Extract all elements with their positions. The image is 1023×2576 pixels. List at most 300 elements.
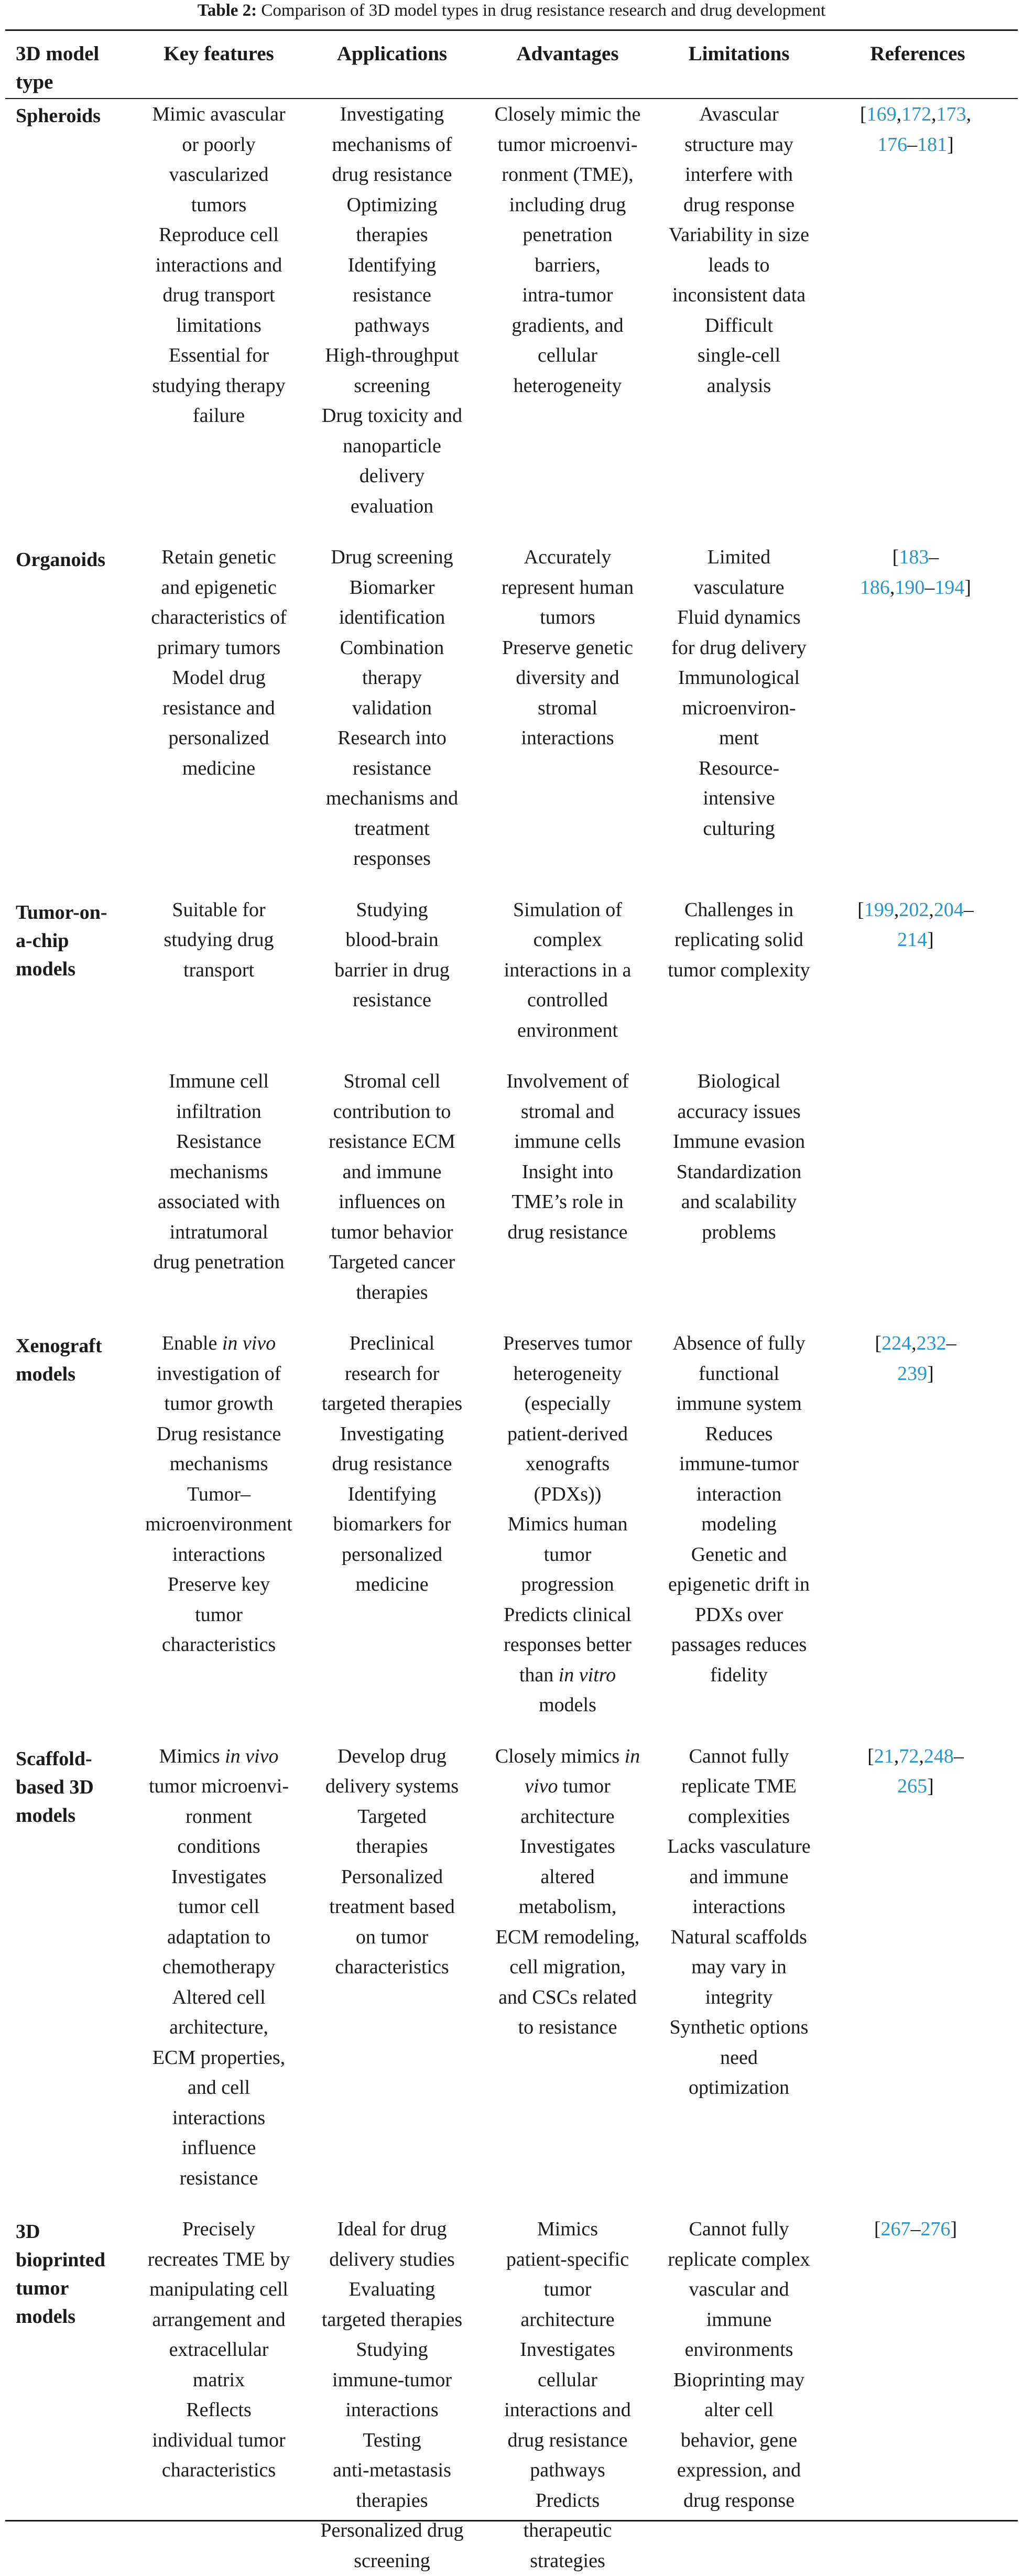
cell-line: tumors bbox=[132, 190, 306, 221]
reference-punct: – bbox=[924, 577, 934, 599]
cell-line: responses better bbox=[478, 1630, 657, 1660]
reference-link[interactable]: 214 bbox=[897, 929, 927, 951]
cell-line: Mimics bbox=[478, 2214, 657, 2245]
cell-line: Essential for bbox=[132, 341, 306, 371]
cell-line: Spheroids bbox=[16, 102, 125, 130]
cell-line: mechanisms and bbox=[312, 784, 472, 814]
cell-line: Absence of fully bbox=[663, 1329, 814, 1359]
cell-line: than in vitro bbox=[478, 1660, 657, 1691]
cell-line: therapies bbox=[312, 1278, 472, 1308]
advantages-cell bbox=[475, 1046, 660, 1308]
cell-line: to resistance bbox=[478, 2013, 657, 2043]
header-limitations: Limitations bbox=[660, 32, 818, 96]
cell-line: replicate complex bbox=[663, 2245, 814, 2275]
cell-line: and CSCs related bbox=[478, 1983, 657, 2013]
cell-line: Investigating bbox=[312, 1419, 472, 1450]
cell-line: Altered cell bbox=[132, 1983, 306, 2013]
cell-line: models bbox=[16, 2302, 125, 2331]
cell-line: Enable in vivo bbox=[132, 1329, 306, 1359]
cell-line: Scaffold- bbox=[16, 1745, 125, 1773]
reference-punct: , bbox=[894, 1745, 899, 1767]
cell-line: microenviron- bbox=[663, 693, 814, 724]
cell-line: models bbox=[478, 1690, 657, 1721]
cell-line: Predicts clinical bbox=[478, 1600, 657, 1631]
reference-punct: , bbox=[966, 103, 972, 125]
table-row bbox=[5, 1308, 1018, 1721]
cell-line: nanoparticle bbox=[312, 431, 472, 462]
cell-line: Immune evasion bbox=[663, 1127, 814, 1157]
table-row bbox=[5, 96, 1018, 521]
cell-line: Combination bbox=[312, 633, 472, 664]
header-applications: Applications bbox=[309, 32, 475, 96]
reference-link[interactable]: 183 bbox=[899, 546, 929, 568]
cell-line: Optimizing bbox=[312, 190, 472, 221]
cell-line: characteristics bbox=[312, 1952, 472, 1983]
cell-line: Investigates bbox=[478, 1832, 657, 1862]
cell-line: tumor complexity bbox=[663, 955, 814, 986]
reference-link[interactable]: 181 bbox=[917, 134, 947, 156]
cell-line: Organoids bbox=[16, 546, 125, 574]
cell-line: Standardization bbox=[663, 1157, 814, 1188]
cell-line: medicine bbox=[132, 754, 306, 784]
cell-line: modeling bbox=[663, 1509, 814, 1540]
cell-line: research for bbox=[312, 1359, 472, 1389]
cell-line: Studying bbox=[312, 895, 472, 926]
limitations-cell bbox=[660, 521, 818, 874]
header-references: References bbox=[818, 32, 1018, 96]
reference-punct: – bbox=[929, 546, 939, 568]
cell-line: architecture bbox=[478, 2305, 657, 2335]
cell-line: Develop drug bbox=[312, 1742, 472, 1772]
cell-line: Mimics human bbox=[478, 1509, 657, 1540]
reference-link[interactable]: 173 bbox=[937, 103, 966, 125]
cell-line: matrix bbox=[132, 2365, 306, 2396]
reference-punct: , bbox=[897, 103, 902, 125]
cell-line: expression, and bbox=[663, 2455, 814, 2486]
cell-line: models bbox=[16, 955, 125, 983]
cell-line: Simulation of bbox=[478, 895, 657, 926]
cell-line: analysis bbox=[663, 371, 814, 401]
reference-link[interactable]: 276 bbox=[921, 2218, 951, 2240]
cell-line: alter cell bbox=[663, 2395, 814, 2426]
cell-line: resistance bbox=[132, 2164, 306, 2194]
reference-link[interactable]: 172 bbox=[901, 103, 931, 125]
cell-line: passages reduces bbox=[663, 1630, 814, 1660]
cell-line: Reduces bbox=[663, 1419, 814, 1450]
references-cell bbox=[818, 874, 1018, 1308]
cell-line: Drug toxicity and bbox=[312, 401, 472, 431]
cell-line: cellular bbox=[478, 341, 657, 371]
key-features-cell bbox=[128, 96, 309, 521]
cell-line: personalized bbox=[132, 723, 306, 754]
reference-link[interactable]: 199 bbox=[864, 899, 894, 921]
table-row bbox=[5, 1721, 1018, 2194]
reference-punct: ] bbox=[947, 134, 954, 156]
cell-line: structure may bbox=[663, 130, 814, 160]
reference-punct: , bbox=[919, 1745, 924, 1767]
reference-line bbox=[824, 130, 1007, 160]
cell-line: tumor bbox=[132, 1600, 306, 1631]
cell-line: delivery systems bbox=[312, 1771, 472, 1802]
reference-punct: ] bbox=[964, 577, 971, 599]
reference-punct: , bbox=[931, 103, 937, 125]
applications-cell bbox=[309, 1721, 475, 2194]
cell-line: barriers, bbox=[478, 251, 657, 281]
cell-line: therapy bbox=[312, 663, 472, 693]
cell-line: arrangement and bbox=[132, 2305, 306, 2335]
advantages-cell bbox=[475, 96, 660, 521]
references-cell bbox=[818, 521, 1018, 874]
advantages-cell bbox=[475, 1308, 660, 1721]
cell-line: heterogeneity bbox=[478, 371, 657, 401]
cell-line: Investigating bbox=[312, 100, 472, 130]
cell-line: characteristics bbox=[132, 2455, 306, 2486]
reference-link[interactable]: 248 bbox=[924, 1745, 954, 1767]
cell-line: Testing bbox=[312, 2426, 472, 2456]
cell-line: and immune bbox=[663, 1862, 814, 1893]
reference-punct: , bbox=[890, 577, 895, 599]
reference-punct: [ bbox=[867, 1745, 874, 1767]
reference-link[interactable]: 267 bbox=[881, 2218, 911, 2240]
cell-line: leads to bbox=[663, 251, 814, 281]
cell-line: a-chip bbox=[16, 927, 125, 955]
cell-line: chemotherapy bbox=[132, 1952, 306, 1983]
cell-line: progression bbox=[478, 1570, 657, 1600]
cell-line: screening bbox=[312, 371, 472, 401]
cell-line: Targeted cancer bbox=[312, 1247, 472, 1278]
cell-line: Mimics in vivo bbox=[132, 1742, 306, 1772]
cell-line: xenografts bbox=[478, 1449, 657, 1480]
cell-line: stromal and bbox=[478, 1097, 657, 1127]
cell-line: Model drug bbox=[132, 663, 306, 693]
cell-line: Resistance bbox=[132, 1127, 306, 1157]
limitations-cell bbox=[660, 1721, 818, 2194]
cell-line: ronment bbox=[132, 1802, 306, 1832]
references-cell bbox=[818, 2193, 1018, 2576]
reference-punct: – bbox=[954, 1745, 964, 1767]
cell-line: influence bbox=[132, 2133, 306, 2164]
cell-line: Biological bbox=[663, 1067, 814, 1097]
key-features-cell bbox=[128, 874, 309, 1046]
caption-text: Comparison of 3D model types in drug resistance research and drug development bbox=[257, 1, 825, 20]
model-type-cell bbox=[5, 874, 128, 1308]
cell-line: penetration bbox=[478, 220, 657, 251]
cell-line: interactions bbox=[312, 2395, 472, 2426]
cell-line: vascular and bbox=[663, 2275, 814, 2305]
reference-line bbox=[824, 1742, 1007, 1772]
cell-line: Insight into bbox=[478, 1157, 657, 1188]
applications-cell bbox=[309, 2193, 475, 2576]
cell-line: models bbox=[16, 1360, 125, 1388]
reference-punct: [ bbox=[893, 546, 899, 568]
cell-line: Fluid dynamics bbox=[663, 603, 814, 633]
cell-line: Investigates bbox=[132, 1862, 306, 1893]
cell-line: primary tumors bbox=[132, 633, 306, 664]
limitations-cell bbox=[660, 1308, 818, 1721]
reference-punct: ] bbox=[951, 2218, 957, 2240]
cell-line: interfere with bbox=[663, 160, 814, 190]
cell-line: Tumor-on- bbox=[16, 898, 125, 927]
cell-line: interactions bbox=[663, 1892, 814, 1922]
cell-line: Cannot fully bbox=[663, 1742, 814, 1772]
key-features-cell bbox=[128, 521, 309, 874]
cell-line: and scalability bbox=[663, 1187, 814, 1218]
reference-link[interactable]: 72 bbox=[899, 1745, 919, 1767]
cell-line: immune cells bbox=[478, 1127, 657, 1157]
cell-line: Preclinical bbox=[312, 1329, 472, 1359]
cell-line: immune bbox=[663, 2305, 814, 2335]
cell-line: infiltration bbox=[132, 1097, 306, 1127]
applications-cell bbox=[309, 96, 475, 521]
cell-line: Synthetic options bbox=[663, 2013, 814, 2043]
cell-line: drug resistance bbox=[312, 160, 472, 190]
cell-line: Retain genetic bbox=[132, 542, 306, 573]
cell-line: manipulating cell bbox=[132, 2275, 306, 2305]
header-model-type: 3D model type bbox=[5, 32, 128, 96]
cell-line: need bbox=[663, 2043, 814, 2073]
cell-line: treatment based bbox=[312, 1892, 472, 1922]
cell-line: Avascular bbox=[663, 100, 814, 130]
cell-line: Personalized bbox=[312, 1862, 472, 1893]
cell-line: (PDXs)) bbox=[478, 1480, 657, 1510]
references-cell bbox=[818, 1721, 1018, 2194]
cell-line: screening bbox=[312, 2546, 472, 2576]
cell-line: drug response bbox=[663, 190, 814, 221]
cell-line: including drug bbox=[478, 190, 657, 221]
reference-punct: , bbox=[929, 899, 934, 921]
cell-line: behavior, gene bbox=[663, 2426, 814, 2456]
cell-line: Closely mimics in bbox=[478, 1742, 657, 1772]
cell-line: intratumoral bbox=[132, 1218, 306, 1248]
cell-line: Genetic and bbox=[663, 1540, 814, 1570]
cell-line: mechanisms bbox=[132, 1157, 306, 1188]
cell-line: failure bbox=[132, 401, 306, 431]
cell-line: bioprinted bbox=[16, 2246, 125, 2274]
cell-line: Immune cell bbox=[132, 1067, 306, 1097]
cell-line: Identifying bbox=[312, 251, 472, 281]
reference-link[interactable]: 202 bbox=[899, 899, 929, 921]
reference-punct: ] bbox=[927, 929, 934, 951]
cell-line: influences on bbox=[312, 1187, 472, 1218]
cell-line: functional bbox=[663, 1359, 814, 1389]
cell-line: tumor growth bbox=[132, 1389, 306, 1419]
cell-line: patient-derived bbox=[478, 1419, 657, 1450]
cell-line: Predicts bbox=[478, 2486, 657, 2516]
cell-line: microenvironment bbox=[132, 1509, 306, 1540]
cell-line: investigation of bbox=[132, 1359, 306, 1389]
cell-line: models bbox=[16, 1801, 125, 1830]
cell-line: environment bbox=[478, 1016, 657, 1046]
reference-punct: [ bbox=[875, 1332, 881, 1354]
cell-line: delivery studies bbox=[312, 2245, 472, 2275]
cell-line: gradients, and bbox=[478, 311, 657, 341]
reference-punct: , bbox=[894, 899, 899, 921]
cell-line: resistance and bbox=[132, 693, 306, 724]
cell-line: problems bbox=[663, 1218, 814, 1248]
reference-line bbox=[824, 925, 1007, 955]
cell-line: cellular bbox=[478, 2365, 657, 2396]
reference-link[interactable]: 232 bbox=[917, 1332, 946, 1354]
model-type-cell bbox=[5, 1308, 128, 1721]
cell-line: delivery bbox=[312, 461, 472, 492]
cell-line: adaptation to bbox=[132, 1922, 306, 1953]
reference-link[interactable]: 239 bbox=[897, 1363, 927, 1385]
reference-punct: ] bbox=[927, 1363, 934, 1385]
cell-line: based 3D bbox=[16, 1773, 125, 1801]
cell-line: drug resistance bbox=[478, 1218, 657, 1248]
reference-punct: – bbox=[907, 134, 917, 156]
cell-line: transport bbox=[132, 955, 306, 986]
table-row bbox=[5, 521, 1018, 874]
cell-line: Stromal cell bbox=[312, 1067, 472, 1097]
cell-line: pathways bbox=[312, 311, 472, 341]
header-advantages: Advantages bbox=[475, 32, 660, 96]
table-caption bbox=[0, 0, 1023, 21]
cell-line: tumor behavior bbox=[312, 1218, 472, 1248]
cell-line: controlled bbox=[478, 985, 657, 1016]
cell-line: resistance bbox=[312, 985, 472, 1016]
header-key-features: Key features bbox=[128, 32, 309, 96]
cell-line: validation bbox=[312, 693, 472, 724]
cell-line: PDXs over bbox=[663, 1600, 814, 1631]
cell-line: Mimic avascular bbox=[132, 100, 306, 130]
cell-line: ECM properties, bbox=[132, 2043, 306, 2073]
cell-line: characteristics of bbox=[132, 603, 306, 633]
cell-line: Preserves tumor bbox=[478, 1329, 657, 1359]
reference-punct: [ bbox=[860, 103, 867, 125]
reference-punct: – bbox=[964, 899, 974, 921]
model-type-cell bbox=[5, 2193, 128, 2576]
cell-line: Preserve genetic bbox=[478, 633, 657, 664]
cell-line: limitations bbox=[132, 311, 306, 341]
cell-line: complexities bbox=[663, 1802, 814, 1832]
reference-line bbox=[824, 1359, 1007, 1389]
cell-line: targeted therapies bbox=[312, 2305, 472, 2335]
cell-line: on tumor bbox=[312, 1922, 472, 1953]
cell-line: and epigenetic bbox=[132, 573, 306, 603]
cell-line: tumor bbox=[16, 2274, 125, 2302]
key-features-cell bbox=[128, 1721, 309, 2194]
cell-line: individual tumor bbox=[132, 2426, 306, 2456]
cell-line: Drug screening bbox=[312, 542, 472, 573]
key-features-cell bbox=[128, 2193, 309, 2576]
cell-line: Immunological bbox=[663, 663, 814, 693]
references-cell bbox=[818, 1308, 1018, 1721]
cell-line: tumor bbox=[478, 2275, 657, 2305]
cell-line: tumor microenvi- bbox=[478, 130, 657, 160]
cell-line: represent human bbox=[478, 573, 657, 603]
limitations-cell bbox=[660, 1046, 818, 1308]
cell-line: replicating solid bbox=[663, 925, 814, 955]
table-row bbox=[5, 874, 1018, 1046]
comparison-table bbox=[5, 32, 1018, 2576]
reference-link[interactable]: 224 bbox=[881, 1332, 911, 1354]
cell-line: integrity bbox=[663, 1983, 814, 2013]
cell-line: evaluation bbox=[312, 492, 472, 522]
cell-line: tumor cell bbox=[132, 1892, 306, 1922]
reference-punct: ] bbox=[927, 1775, 934, 1797]
cell-line: interactions bbox=[132, 2103, 306, 2134]
cell-line: accuracy issues bbox=[663, 1097, 814, 1127]
applications-cell bbox=[309, 1308, 475, 1721]
reference-line bbox=[824, 895, 1007, 926]
reference-link[interactable]: 21 bbox=[874, 1745, 894, 1767]
cell-line: Tumor– bbox=[132, 1480, 306, 1510]
cell-line: vascularized bbox=[132, 160, 306, 190]
cell-line: responses bbox=[312, 844, 472, 874]
reference-link[interactable]: 186 bbox=[860, 577, 890, 599]
model-type-cell bbox=[5, 96, 128, 521]
cell-line: inconsistent data bbox=[663, 280, 814, 311]
advantages-cell bbox=[475, 2193, 660, 2576]
cell-line: drug resistance bbox=[312, 1449, 472, 1480]
key-features-cell bbox=[128, 1046, 309, 1308]
reference-link[interactable]: 190 bbox=[895, 577, 924, 599]
reference-line bbox=[824, 1771, 1007, 1802]
cell-line: Precisely bbox=[132, 2214, 306, 2245]
cell-line: single-cell bbox=[663, 341, 814, 371]
cell-line: and cell bbox=[132, 2073, 306, 2103]
cell-line: Natural scaffolds bbox=[663, 1922, 814, 1953]
cell-line: Accurately bbox=[478, 542, 657, 573]
cell-line: Research into bbox=[312, 723, 472, 754]
reference-line bbox=[824, 1329, 1007, 1359]
cell-line: cell migration, bbox=[478, 1952, 657, 1983]
reference-link[interactable]: 204 bbox=[934, 899, 964, 921]
reference-line bbox=[824, 100, 1007, 130]
reference-line bbox=[824, 542, 1007, 573]
cell-line: 3D bbox=[16, 2218, 125, 2246]
cell-line: Reproduce cell bbox=[132, 220, 306, 251]
cell-line: characteristics bbox=[132, 1630, 306, 1660]
cell-line: studying therapy bbox=[132, 371, 306, 401]
cell-line: Ideal for drug bbox=[312, 2214, 472, 2245]
cell-line: (especially bbox=[478, 1389, 657, 1419]
cell-line: Variability in size bbox=[663, 220, 814, 251]
cell-line: treatment bbox=[312, 814, 472, 844]
cell-line: Involvement of bbox=[478, 1067, 657, 1097]
cell-line: optimization bbox=[663, 2073, 814, 2103]
cell-line: studying drug bbox=[132, 925, 306, 955]
reference-line bbox=[824, 2214, 1007, 2245]
cell-line: for drug delivery bbox=[663, 633, 814, 664]
cell-line: Difficult bbox=[663, 311, 814, 341]
cell-line: drug penetration bbox=[132, 1247, 306, 1278]
cell-line: environments bbox=[663, 2335, 814, 2365]
cell-line: contribution to bbox=[312, 1097, 472, 1127]
advantages-cell bbox=[475, 874, 660, 1046]
header-row bbox=[5, 32, 1018, 96]
cell-line: identification bbox=[312, 603, 472, 633]
reference-link[interactable]: 194 bbox=[934, 577, 964, 599]
reference-link[interactable]: 169 bbox=[867, 103, 897, 125]
cell-line: diversity and bbox=[478, 663, 657, 693]
cell-line: interactions in a bbox=[478, 955, 657, 986]
cell-line: intra-tumor bbox=[478, 280, 657, 311]
reference-link[interactable]: 176 bbox=[877, 134, 907, 156]
cell-line: Xenograft bbox=[16, 1332, 125, 1360]
reference-link[interactable]: 265 bbox=[897, 1775, 927, 1797]
reference-punct: [ bbox=[857, 899, 864, 921]
cell-line: recreates TME by bbox=[132, 2245, 306, 2275]
cell-line: Studying bbox=[312, 2335, 472, 2365]
limitations-cell bbox=[660, 874, 818, 1046]
cell-line: immune-tumor bbox=[663, 1449, 814, 1480]
cell-line: intensive bbox=[663, 784, 814, 814]
applications-cell bbox=[309, 521, 475, 874]
cell-line: mechanisms bbox=[132, 1449, 306, 1480]
cell-line: personalized bbox=[312, 1540, 472, 1570]
